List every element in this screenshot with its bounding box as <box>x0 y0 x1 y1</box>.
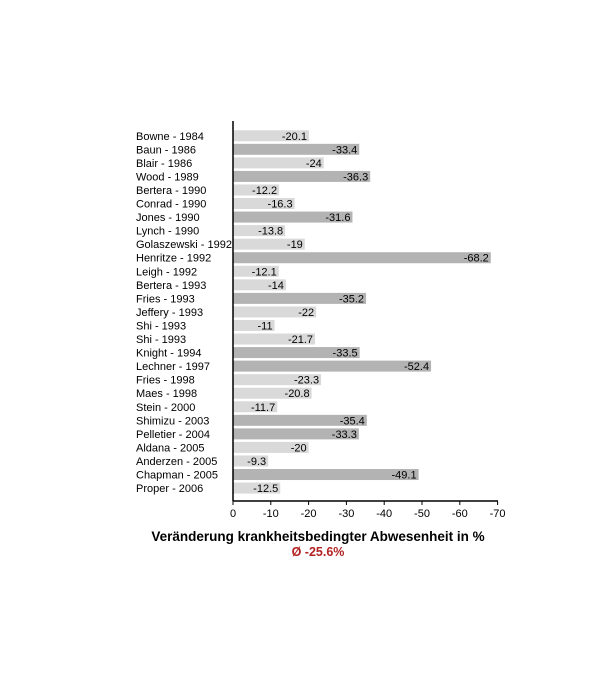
category-label: Jeffery - 1993 <box>136 306 204 319</box>
x-tick-label: -60 <box>451 508 468 520</box>
category-label: Shimizu - 2003 <box>136 415 210 428</box>
bar <box>233 252 491 263</box>
data-label: -12.2 <box>252 184 278 197</box>
category-label: Stein - 2000 <box>136 401 196 414</box>
data-label: -24 <box>305 157 322 170</box>
category-label: Anderzen - 2005 <box>136 455 218 468</box>
average-label: Ø -25.6% <box>291 545 345 559</box>
category-label: Proper - 2006 <box>136 483 204 496</box>
category-label: Aldana - 2005 <box>136 442 205 455</box>
data-label: -52.4 <box>403 361 430 374</box>
data-label: -12.5 <box>253 483 279 496</box>
category-label: Lechner - 1997 <box>136 361 210 374</box>
data-label: -16.3 <box>267 198 293 211</box>
category-label: Chapman - 2005 <box>136 469 218 482</box>
data-label: -33.3 <box>331 428 357 441</box>
data-label: -21.7 <box>287 334 314 347</box>
category-label: Fries - 1993 <box>136 293 195 306</box>
x-tick-label: -50 <box>414 508 430 520</box>
category-labels <box>136 131 232 495</box>
category-label: Bertera - 1993 <box>136 279 207 292</box>
data-label: -11 <box>257 320 273 333</box>
x-tick-label: -10 <box>262 508 279 520</box>
data-label: -14 <box>268 279 284 292</box>
x-tick-label: 0 <box>229 508 237 520</box>
data-label: -31.6 <box>325 212 351 225</box>
x-tick-label: -70 <box>489 508 506 520</box>
category-label: Baun - 1986 <box>136 144 196 157</box>
category-label: Blair - 1986 <box>136 157 193 170</box>
data-label: -35.2 <box>338 293 365 306</box>
data-label: -33.5 <box>332 347 358 360</box>
data-label: -20.8 <box>284 388 310 401</box>
category-label: Shi - 1993 <box>136 334 187 347</box>
data-label: -33.4 <box>332 144 358 157</box>
data-label: -19 <box>286 239 303 252</box>
x-tick-label: -40 <box>376 508 393 520</box>
category-label: Henritze - 1992 <box>136 252 212 265</box>
category-label: Wood - 1989 <box>136 171 199 184</box>
x-tick-label: -30 <box>338 508 355 520</box>
data-label: -49.1 <box>391 469 417 482</box>
category-label: Maes - 1998 <box>136 388 198 401</box>
bar <box>233 361 431 372</box>
data-label: -23.3 <box>293 374 320 387</box>
category-label: Golaszewski - 1992 <box>136 239 232 252</box>
category-label: Bowne - 1984 <box>136 130 204 143</box>
category-label: Fries - 1998 <box>136 374 195 387</box>
data-label: -35.4 <box>339 415 365 428</box>
data-label: -22 <box>298 306 315 319</box>
x-axis-title: Veränderung krankheitsbedingter Abwesenheit in % <box>151 529 485 544</box>
category-label: Bertera - 1990 <box>136 184 207 197</box>
data-label: -68.2 <box>463 252 489 265</box>
category-label: Leigh - 1992 <box>136 266 198 279</box>
data-label: -36.3 <box>343 171 369 184</box>
data-label: -20 <box>290 442 307 455</box>
category-label: Conrad - 1990 <box>136 198 207 211</box>
data-label: -11.7 <box>250 401 276 414</box>
data-label: -9.3 <box>247 455 267 468</box>
category-label: Pelletier - 2004 <box>136 428 210 441</box>
data-label: -13.8 <box>258 225 284 238</box>
category-label: Knight - 1994 <box>136 347 202 360</box>
x-ticks <box>230 501 506 520</box>
data-label: -20.1 <box>281 130 307 143</box>
data-label: -12.1 <box>251 266 277 279</box>
x-tick-label: -20 <box>300 508 317 520</box>
category-label: Lynch - 1990 <box>136 225 200 238</box>
category-label: Shi - 1993 <box>136 320 187 333</box>
category-label: Jones - 1990 <box>136 212 200 225</box>
